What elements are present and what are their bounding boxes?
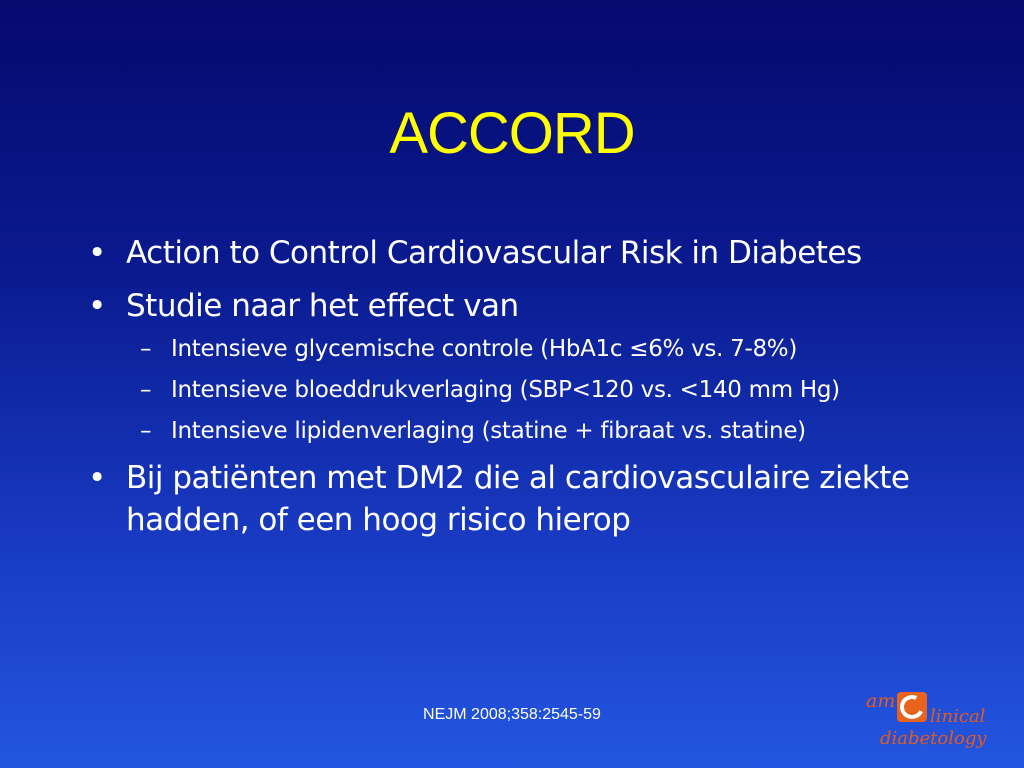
bullet-text: Studie naar het effect van [126, 288, 519, 324]
sub-bullet-marker: – [140, 418, 152, 444]
sub-bullet-marker: – [140, 377, 152, 403]
logo-subtitle: diabetology [880, 728, 987, 749]
logo-prefix: am [866, 690, 896, 712]
sub-bullet-list [88, 334, 988, 446]
sub-bullet-text: Intensieve glycemische controle (HbA1c ≤6% vs. 7-8%) [171, 336, 798, 362]
sub-bullet-marker: – [140, 336, 152, 362]
bullet-marker: • [88, 288, 106, 324]
bullet-marker: • [88, 460, 106, 496]
slide-content [88, 232, 988, 552]
slide-title: ACCORD [389, 101, 635, 166]
logo-suffix: linical [930, 706, 986, 727]
sub-bullet-item [88, 416, 988, 446]
sub-bullet-text: Intensieve bloeddrukverlaging (SBP<120 vs. <140 mm Hg) [171, 377, 840, 403]
sub-bullet-item [88, 375, 988, 405]
amc-clinical-diabetology-logo [862, 690, 1012, 756]
bullet-item [88, 285, 988, 327]
bullet-text: Bij patiënten met DM2 die al cardiovasculaire ziekte hadden, of een hoog risico hierop [126, 460, 910, 538]
c-logo-icon [897, 692, 927, 722]
bullet-marker: • [88, 235, 106, 271]
citation: NEJM 2008;358:2545-59 [423, 706, 601, 723]
bullet-item [88, 232, 988, 274]
bullet-text: Action to Control Cardiovascular Risk in Diabetes [126, 235, 862, 271]
bullet-item [88, 457, 988, 541]
sub-bullet-text: Intensieve lipidenverlaging (statine + fibraat vs. statine) [171, 418, 806, 444]
sub-bullet-item [88, 334, 988, 364]
